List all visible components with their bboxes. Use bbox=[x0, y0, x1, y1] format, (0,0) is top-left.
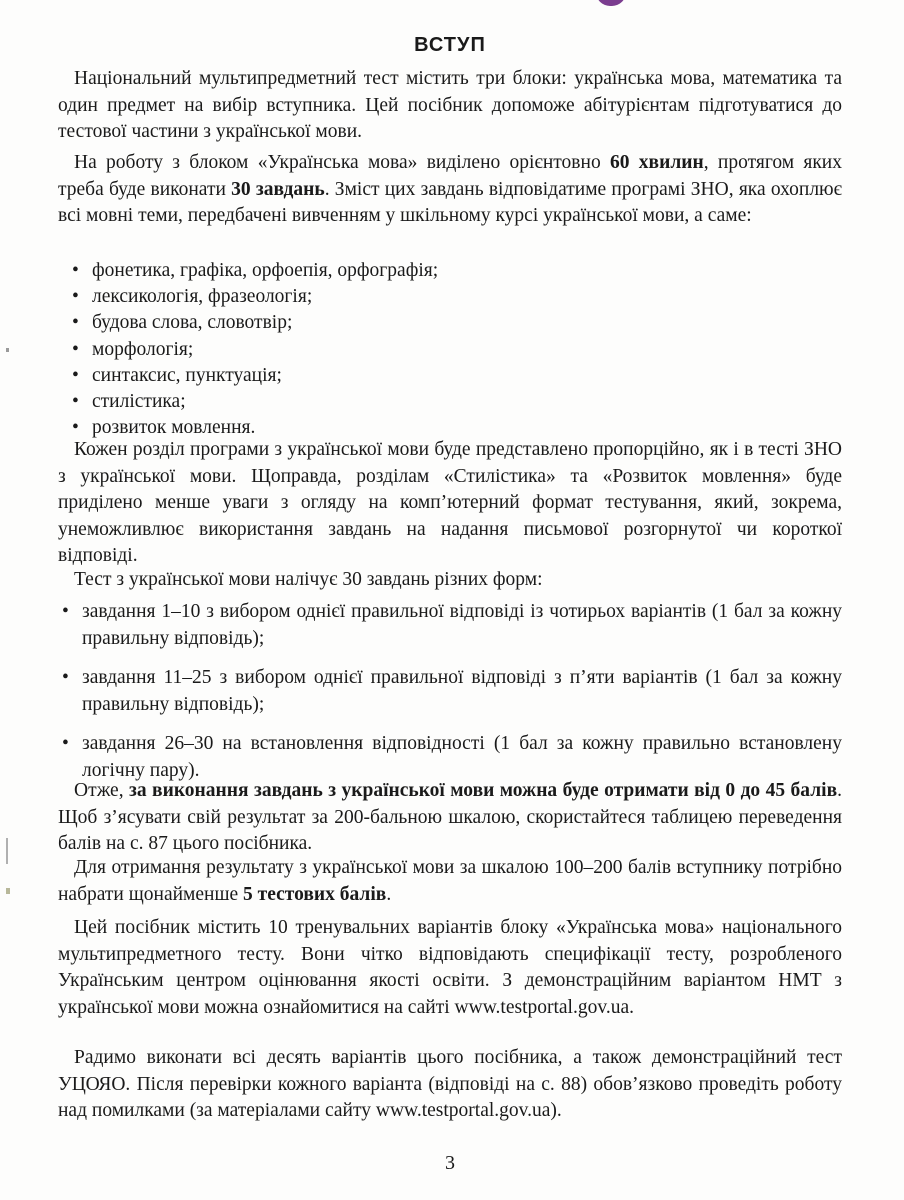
list-item: • стилістика; bbox=[58, 389, 842, 415]
topics-list bbox=[58, 258, 842, 441]
text-span: Для отримання результату з української мови за шкалою 100–200 балів вступнику потрібно набрати щонайменше bbox=[58, 857, 842, 905]
list-item: • завдання 11–25 з вибором однієї правильної відповіді з п’яти варіантів (1 бал за кожну правильну відповідь); bbox=[58, 665, 842, 718]
page-title: ВСТУП bbox=[414, 34, 486, 56]
bold-span: 5 тестових балів bbox=[243, 883, 387, 905]
text-span: . Щоб з’ясувати свій результат за 200-бальною шкалою, скористайтеся таблицею переведення балів на с. 87 цього посібника. bbox=[58, 780, 842, 854]
scan-mark bbox=[6, 348, 9, 352]
list-item: • лексикологія, фразеологія; bbox=[58, 284, 842, 310]
scan-mark bbox=[6, 838, 8, 864]
bold-span: за виконання завдань з української мови можна буде отримати від 0 до 45 балів bbox=[129, 780, 838, 801]
bold-span: 60 хвилин bbox=[610, 152, 704, 173]
page-number: 3 bbox=[445, 1152, 455, 1174]
list-item: • будова слова, словотвір; bbox=[58, 310, 842, 336]
bold-span: 30 завдань bbox=[231, 178, 325, 200]
intro-paragraph: Національний мультипредметний тест містить три блоки: українська мова, математика та один предмет на вибір вступника. Цей посібник допоможе абітурієнтам підготуватися до тестової частини з української мови. bbox=[58, 68, 842, 142]
text-span: . Зміст цих завдань відповідатиме програмі ЗНО, яка охоплює всі мовні теми, передбачені вивченням у шкільному курсі української мови, а саме: bbox=[58, 178, 842, 226]
text-span: , протягом яких треба буде виконати bbox=[58, 152, 842, 200]
program-paragraph: Кожен розділ програми з української мови буде представлено пропорційно, як і в тесті ЗНО з української мови. Щоправда, розділам «Стилістика» та «Розвиток мовлення» буде приділено менше уваги з огляду на комп’ютерний формат тестування, який, зокрема, унеможливлює використання завдань на надання письмової розгорнутої чи короткої відповіді. bbox=[58, 439, 842, 566]
threshold-paragraph bbox=[58, 855, 842, 908]
list-item: • фонетика, графіка, орфоепія, орфографія; bbox=[58, 258, 842, 284]
variants-paragraph: Цей посібник містить 10 тренувальних варіантів блоку «Українська мова» національного мультипредметного тесту. Вони чітко відповідають специфікації тесту, розробленого Українським центром оцінювання якості освіти. З демонстраційним варіантом НМТ з української мови можна ознайомитися на сайті www.testportal.gov.ua. bbox=[58, 917, 842, 1018]
list-item: • морфологія; bbox=[58, 337, 842, 363]
time-tasks-paragraph bbox=[58, 150, 842, 230]
text-span: На роботу з блоком «Українська мова» виділено орієнтовно bbox=[74, 152, 610, 173]
list-item: • завдання 26–30 на встановлення відповідності (1 бал за кожну правильно встановлену логічну пару). bbox=[58, 731, 842, 784]
score-paragraph bbox=[58, 778, 842, 858]
advice-paragraph: Радимо виконати всі десять варіантів цього посібника, а також демонстраційний тест УЦОЯО. Після перевірки кожного варіанта (відповіді на с. 88) обов’язково проведіть роботу над помилками (за матеріалами сайту www.testportal.gov.ua). bbox=[58, 1047, 842, 1121]
text-span: . bbox=[386, 883, 392, 905]
scan-mark bbox=[6, 888, 10, 894]
task-forms-list bbox=[58, 599, 842, 797]
text-span: Отже, bbox=[74, 780, 130, 801]
list-item: • завдання 1–10 з вибором однієї правильної відповіді із чотирьох варіантів (1 бал за кожну правильну відповідь); bbox=[58, 599, 842, 652]
page-tab-mark bbox=[596, 0, 626, 6]
list-item: • синтаксис, пунктуація; bbox=[58, 363, 842, 389]
list-item: • розвиток мовлення. bbox=[58, 415, 842, 441]
task-count-paragraph: Тест з української мови налічує 30 завдань різних форм: bbox=[74, 569, 543, 590]
